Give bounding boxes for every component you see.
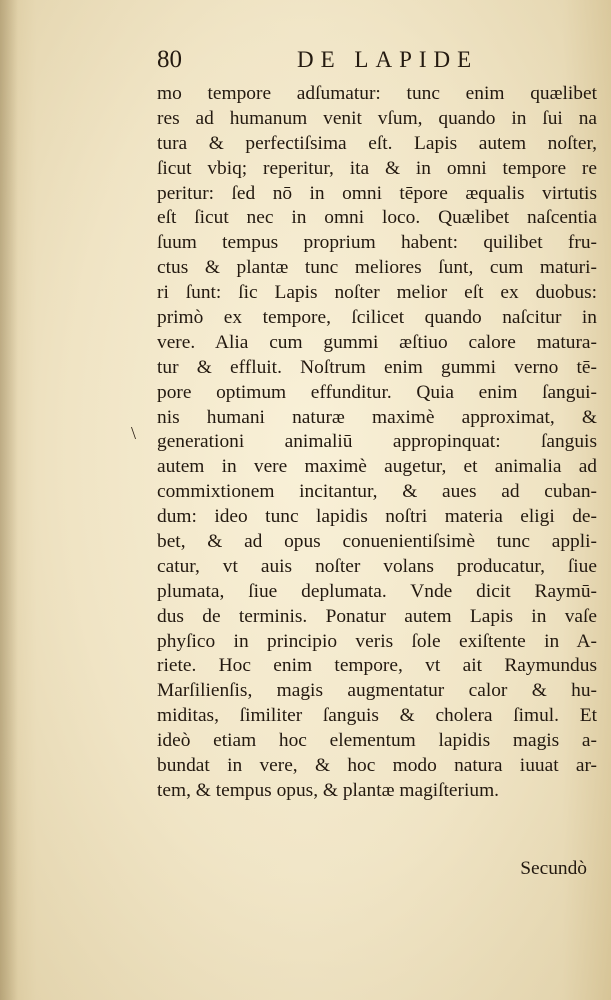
text-line: primò ex tempore, ſcilicet quando naſcitur in	[157, 307, 597, 329]
text-line: generationi animaliū appropinquat: ſanguis	[157, 431, 597, 453]
text-line: phyſico in principio veris ſole exiſtente in A-	[157, 630, 597, 652]
running-title: DE LAPIDE	[297, 47, 479, 72]
text-line: plumata, ſiue deplumata. Vnde dicit Raymū-	[157, 580, 597, 602]
text-line: bundat in vere, & hoc modo natura iuuat ar-	[157, 755, 597, 777]
text-line: peritur: ſed nō in omni tēpore æqualis virtutis	[157, 182, 597, 204]
text-line: tura & perfectiſsima eſt. Lapis autem noſter,	[157, 132, 597, 154]
body-text	[157, 82, 597, 804]
text-line: vere. Alia cum gummi æſtiuo calore matura-	[157, 331, 597, 353]
text-line: ſicut vbiq; reperitur, ita & in omni tempore re	[157, 157, 597, 179]
text-line: ſuum tempus proprium habent: quilibet fru-	[157, 232, 597, 254]
text-line: res ad humanum venit vſum, quando in ſui na	[157, 107, 597, 129]
page-header	[157, 44, 597, 76]
text-line: dum: ideo tunc lapidis noſtri materia eligi de-	[157, 506, 597, 528]
catchword: Secundò	[520, 858, 587, 879]
page-number: 80	[157, 46, 182, 73]
text-line: bet, & ad opus conuenientiſsimè tunc appli-	[157, 531, 597, 553]
text-line: pore optimum effunditur. Quia enim ſangui-	[157, 381, 597, 403]
text-line: Marſilienſis, magis augmentatur calor & hu-	[157, 680, 597, 702]
text-line: commixtionem incitantur, & aues ad cuban-	[157, 481, 597, 503]
text-line: dus de terminis. Ponatur autem Lapis in vaſe	[157, 605, 597, 627]
text-line: eſt ſicut nec in omni loco. Quælibet naſcentia	[157, 207, 597, 229]
text-line: tem, & tempus opus, & plantæ magiſterium.	[157, 779, 499, 801]
text-line: ideò etiam hoc elementum lapidis magis a-	[157, 730, 597, 752]
text-line: catur, vt auis noſter volans producatur, ſiue	[157, 555, 597, 577]
binding-shadow	[0, 0, 18, 1000]
text-line: riete. Hoc enim tempore, vt ait Raymundus	[157, 655, 597, 677]
text-line: tur & effluit. Noſtrum enim gummi verno tē-	[157, 356, 597, 378]
text-line: nis humani naturæ maximè approximat, &	[157, 406, 597, 428]
margin-mark: \	[131, 423, 137, 443]
text-line: mo tempore adſumatur: tunc enim quælibet	[157, 83, 597, 104]
text-line: autem in vere maximè augetur, et animalia ad	[157, 456, 597, 478]
text-line: ri ſunt: ſic Lapis noſter melior eſt ex duobus:	[157, 282, 597, 304]
text-line: miditas, ſimiliter ſanguis & cholera ſimul. Et	[157, 705, 597, 727]
text-line: ctus & plantæ tunc meliores ſunt, cum maturi-	[157, 257, 597, 279]
